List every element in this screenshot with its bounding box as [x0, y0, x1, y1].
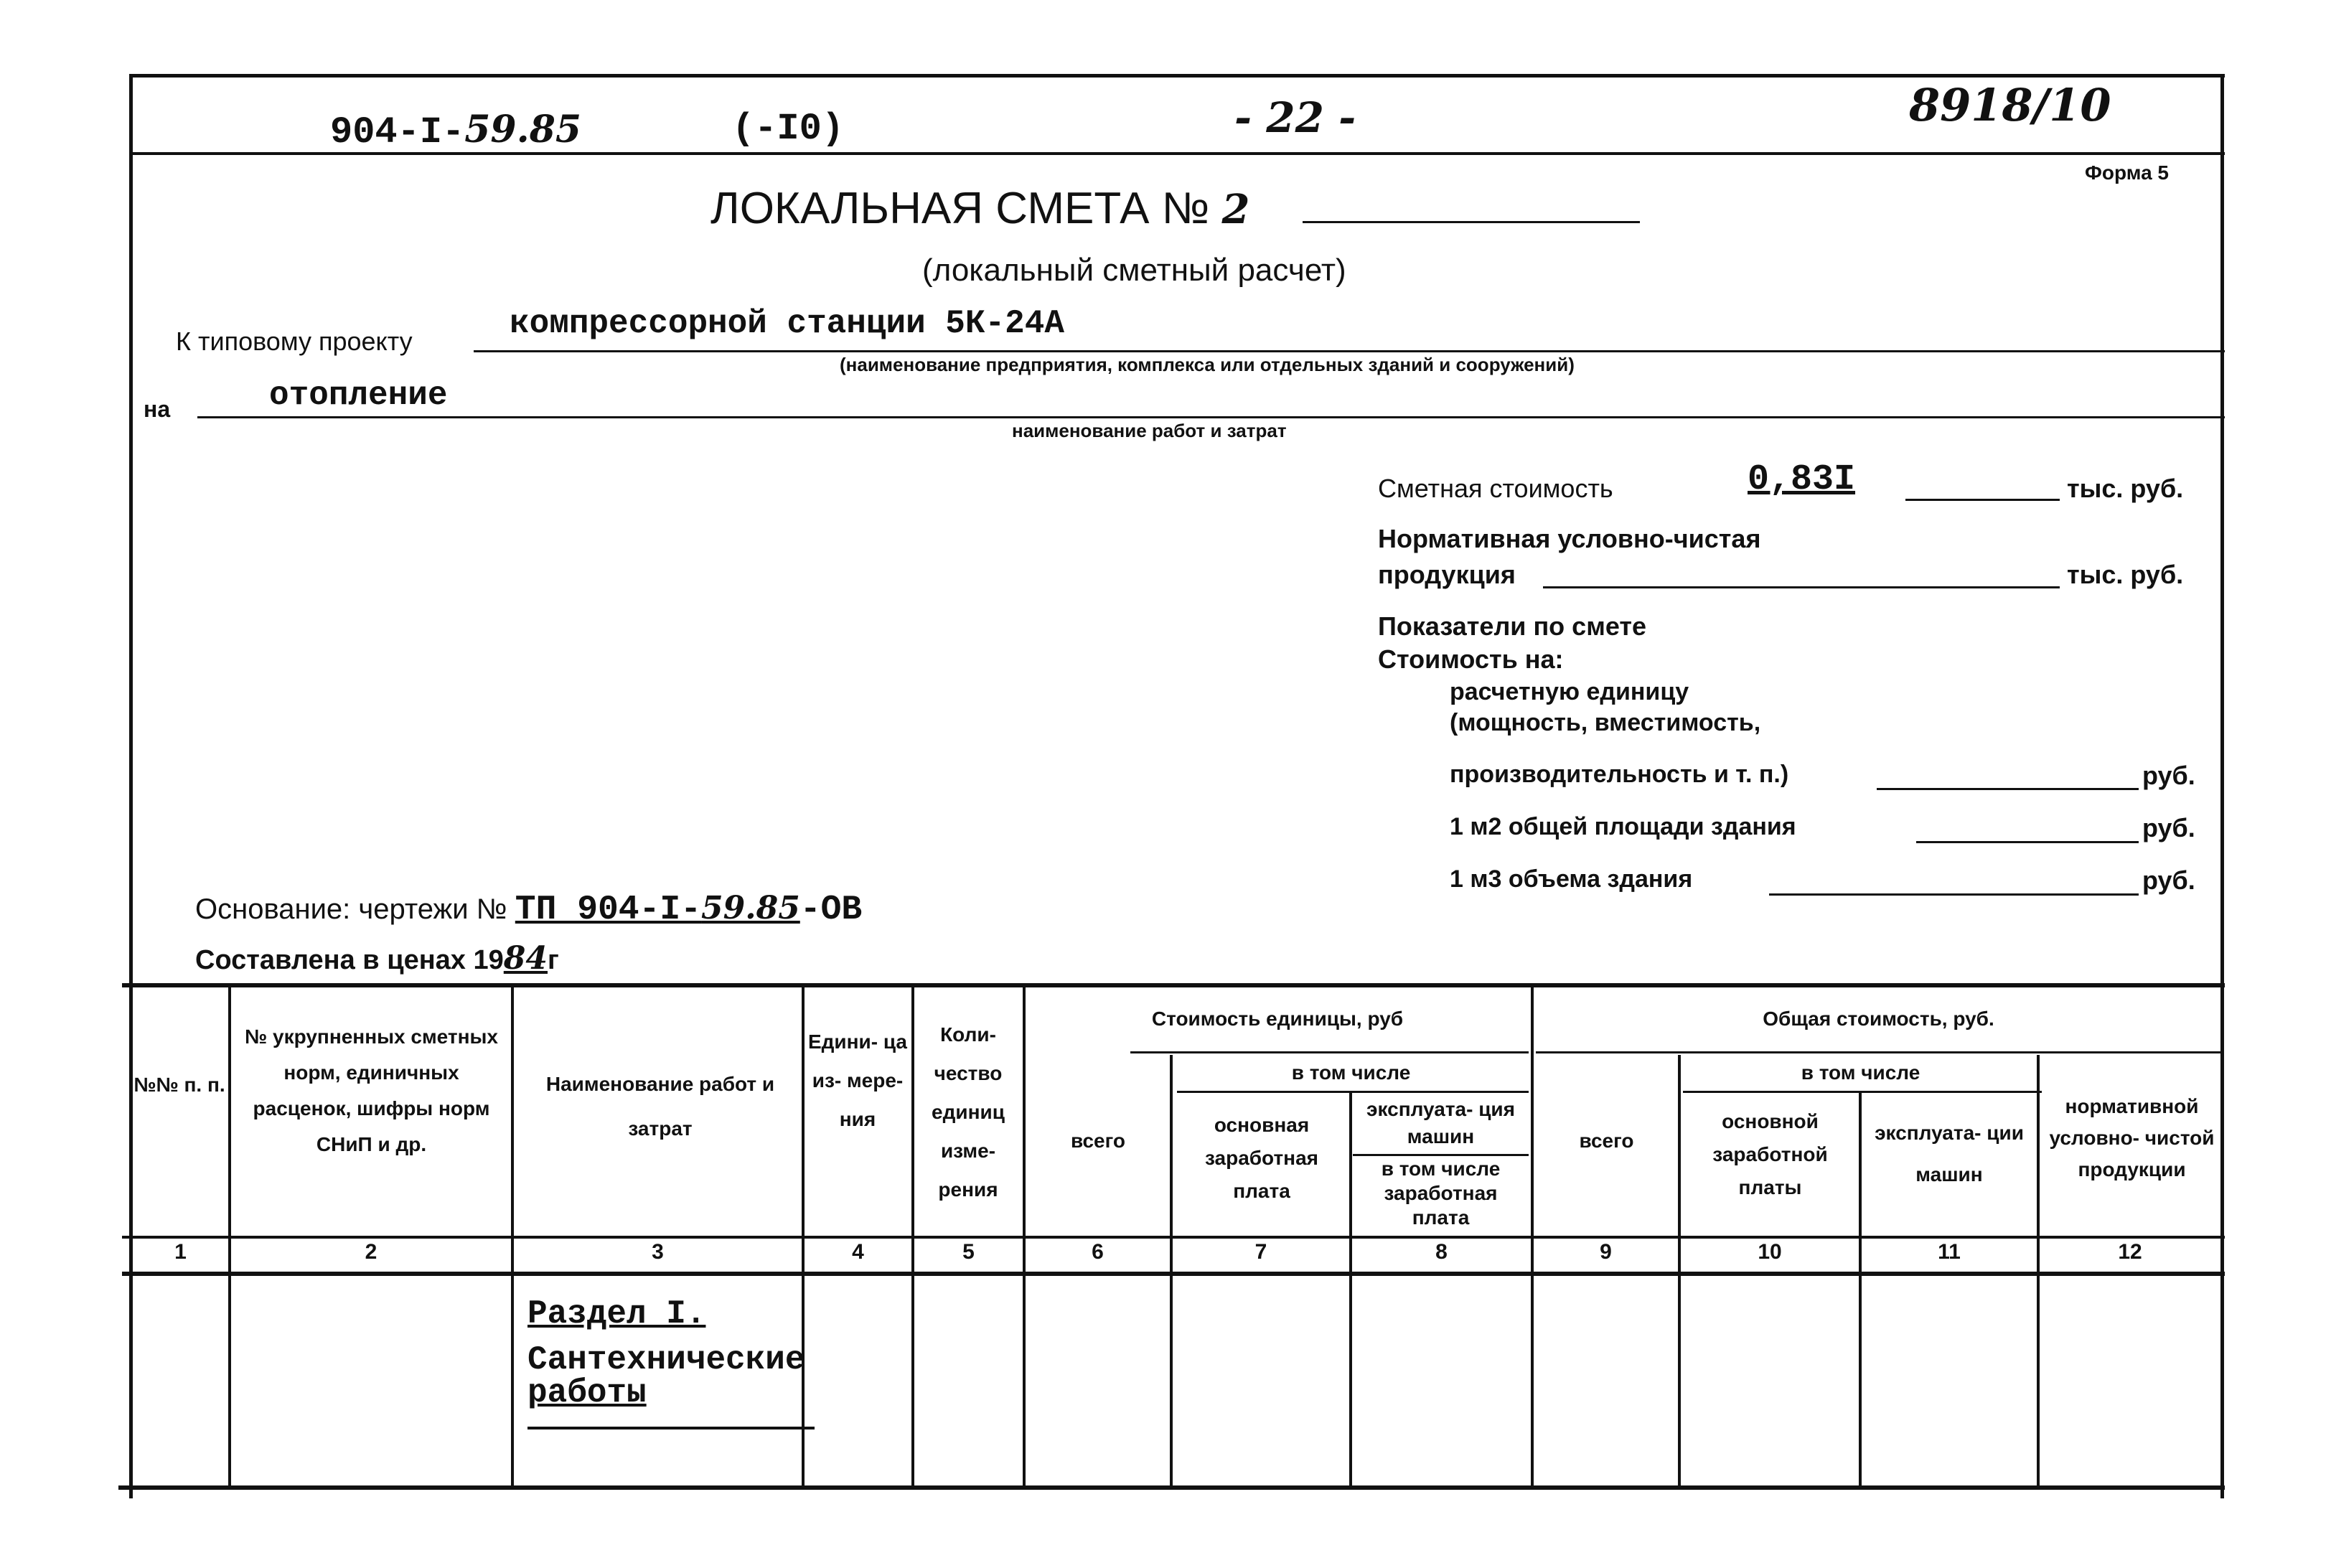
unit-cost-group-rule [1130, 1051, 1529, 1053]
prices-year: 84 [503, 940, 548, 977]
work-value: отопление [269, 377, 448, 414]
form-label: Форма 5 [2085, 161, 2170, 184]
page-number: - 22 - [1234, 93, 1356, 142]
column-number: 12 [2118, 1240, 2142, 1264]
archive-number: 8918/10 [1909, 79, 2111, 131]
prices-label: Составлена в ценах 19 [195, 945, 504, 975]
basis-label: Основание: чертежи № [195, 893, 507, 925]
header-total-incl: в том числе [1801, 1061, 1920, 1084]
column-number: 7 [1254, 1240, 1267, 1264]
header-work-name: Наименование работ и затрат [545, 1073, 775, 1140]
col-rule-4 [911, 985, 914, 1487]
table-top-rule [122, 983, 2225, 987]
cost-per-label: Стоимость на: [1378, 644, 1564, 674]
header-unit-machines: эксплуата- ция машин [1366, 1098, 1515, 1147]
column-number: 8 [1435, 1240, 1448, 1264]
header-unit-total: всего [1070, 1130, 1126, 1152]
doc-part: (-I0) [732, 108, 845, 150]
header-quantity: Коли- чество единиц изме- рения [932, 1023, 1005, 1201]
header-total-norm-product: нормативной условно- чистой продукции [2049, 1095, 2215, 1180]
table-row [527, 1295, 805, 1412]
header-total-group: Общая стоимость, руб. [1763, 1008, 1994, 1030]
col-rule-8 [1531, 985, 1534, 1487]
col-rule-10 [1859, 1091, 1862, 1487]
work-prefix: на [144, 396, 171, 422]
column-number: 5 [962, 1240, 975, 1264]
col-rule-3 [802, 985, 805, 1487]
unit-label-3: производительность и т. п.) [1450, 761, 1789, 788]
header-bottom-rule [122, 1236, 2225, 1239]
total-group-rule [1536, 1051, 2221, 1053]
unit-label-1: расчетную единицу [1450, 678, 1689, 705]
header-unit-cost-group: Стоимость единицы, руб [1151, 1008, 1404, 1030]
column-number: 2 [365, 1240, 377, 1264]
cost-label: Сметная стоимость [1378, 474, 1613, 503]
column-number: 10 [1758, 1240, 1782, 1264]
col-rule-1 [228, 985, 231, 1487]
unit-currency: руб. [2142, 761, 2195, 790]
page-subtitle: (локальный сметный расчет) [922, 253, 1346, 288]
unit-label-2: (мощность, вместимость, [1450, 709, 1761, 736]
header-unit-machines-salary: в том числе заработная плата [1381, 1158, 1501, 1229]
col-rule-5 [1023, 985, 1026, 1487]
cost-unit: тыс. руб. [2067, 474, 2184, 503]
column-number: 11 [1938, 1240, 1961, 1264]
area-currency: руб. [2142, 813, 2195, 842]
indicators-label: Показатели по смете [1378, 611, 1647, 641]
work-caption: наименование работ и затрат [1012, 420, 1287, 441]
doc-code-prefix: 904-I- [330, 111, 465, 154]
header-total-machines: эксплуата- ции машин [1875, 1122, 2024, 1186]
volume-label: 1 м3 объема здания [1450, 865, 1693, 893]
col-rule-11 [2037, 1055, 2040, 1487]
c8-split-rule [1353, 1154, 1529, 1156]
numbers-bottom-rule [122, 1272, 2225, 1276]
doc-code-hand: 59.85 [464, 108, 582, 151]
section-underline [527, 1427, 815, 1429]
header-row-number: №№ п. п. [133, 1074, 225, 1096]
col-rule-7 [1349, 1091, 1352, 1487]
header-total-salary: основной заработной платы [1712, 1110, 1828, 1198]
col-rule-6 [1170, 1055, 1173, 1487]
project-prefix: К типовому проекту [176, 327, 413, 356]
header-unit: Едини- ца из- мере- ния [807, 1031, 908, 1130]
basis-value-typed: ТП 904-I- [515, 891, 702, 929]
column-number: 6 [1092, 1240, 1104, 1264]
unit-incl-rule [1177, 1091, 1529, 1093]
area-label: 1 м2 общей площади здания [1450, 813, 1796, 840]
project-value: компрессорной станции 5К-24А [510, 305, 1064, 342]
section-subtitle-1: Сантехнические [527, 1341, 805, 1379]
volume-currency: руб. [2142, 865, 2195, 895]
header-unit-salary: основная заработная плата [1204, 1114, 1319, 1202]
column-number: 9 [1600, 1240, 1612, 1264]
norm-unit: тыс. руб. [2067, 560, 2184, 589]
column-number: 1 [174, 1240, 187, 1264]
basis-value-hand: 59.85 [701, 890, 800, 926]
prices-suffix: г [548, 945, 559, 975]
project-caption: (наименование предприятия, комплекса или отдельных зданий и сооружений) [840, 354, 1575, 375]
header-unit-incl: в том числе [1291, 1061, 1411, 1084]
section-title: Раздел I. [527, 1295, 706, 1333]
header-total: всего [1579, 1130, 1634, 1152]
page-title-number: 2 [1221, 186, 1250, 233]
section-subtitle-2: работы [527, 1374, 647, 1412]
basis-value-suffix: -ОВ [799, 891, 863, 929]
column-number: 4 [852, 1240, 864, 1264]
column-number: 3 [652, 1240, 664, 1264]
col-rule-9 [1678, 1055, 1681, 1487]
header-norm-code: № укрупненных сметных норм, единичных расценок, шифры норм СНиП и др. [245, 1025, 498, 1155]
norm-label-2: продукция [1378, 560, 1516, 589]
norm-label-1: Нормативная условно-чистая [1378, 524, 1761, 553]
col-rule-2 [511, 985, 514, 1487]
page-title-text: ЛОКАЛЬНАЯ СМЕТА № [710, 184, 1210, 233]
cost-value: 0,83I [1748, 459, 1856, 500]
total-incl-rule [1683, 1091, 2042, 1093]
